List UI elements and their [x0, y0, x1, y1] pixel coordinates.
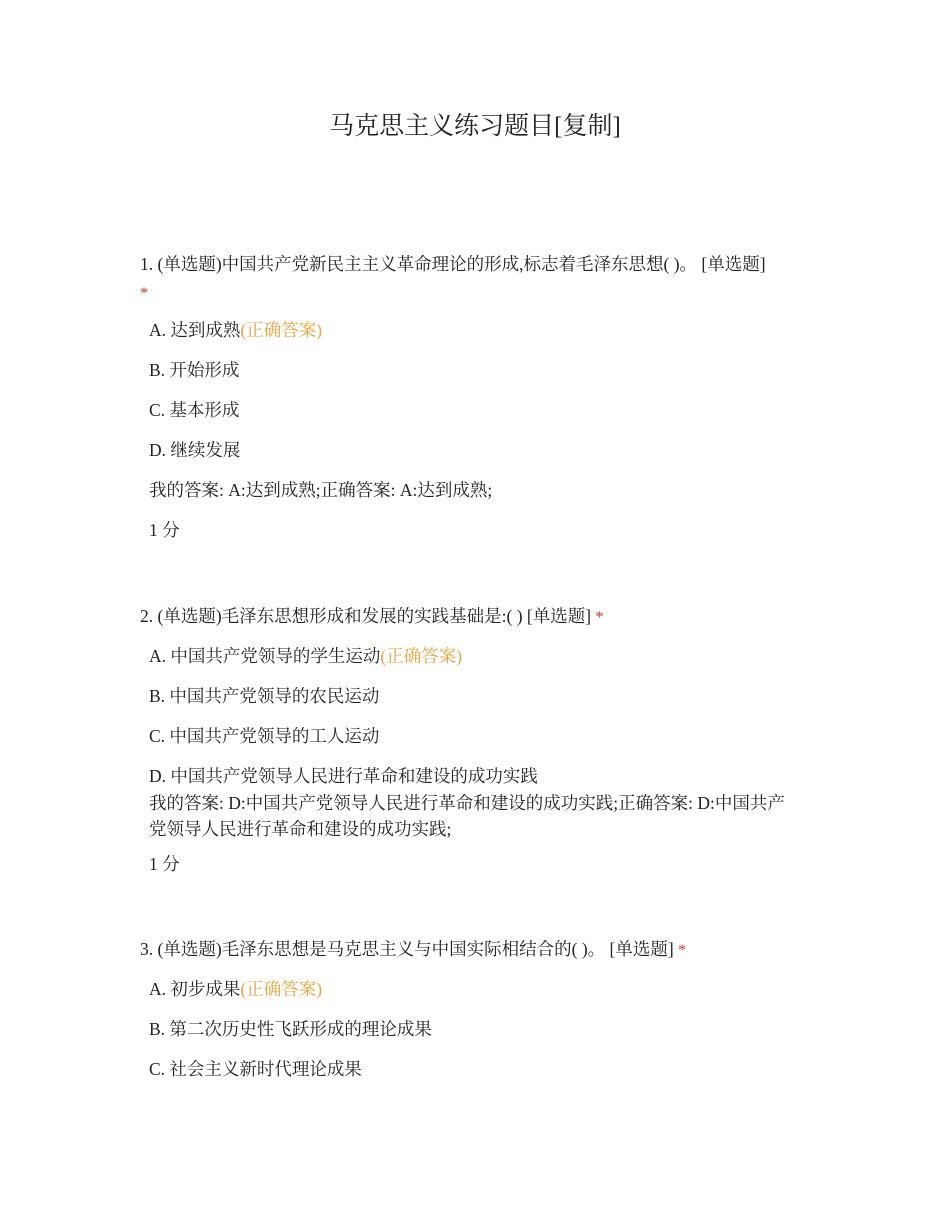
required-mark: *	[140, 285, 148, 302]
question-text: (单选题)中国共产党新民主主义革命理论的形成,标志着毛泽东思想( )。 [单选题]	[157, 254, 766, 274]
option-b[interactable]	[149, 350, 820, 390]
option-b[interactable]	[149, 676, 820, 716]
option-c[interactable]	[149, 1049, 820, 1089]
option-list	[149, 310, 820, 470]
option-c[interactable]	[149, 390, 820, 430]
option-label: A. 达到成熟	[149, 320, 241, 340]
option-label: B. 开始形成	[149, 360, 240, 380]
question-text: (单选题)毛泽东思想是马克思主义与中国实际相结合的( )。 [单选题]	[157, 939, 674, 959]
option-b[interactable]	[149, 1009, 820, 1049]
question-header	[140, 250, 820, 306]
required-mark: *	[595, 609, 604, 626]
question-1	[140, 250, 820, 550]
option-list	[149, 636, 820, 790]
option-label: D. 中国共产党领导人民进行革命和建设的成功实践	[149, 766, 538, 786]
correct-answer-tag: (正确答案)	[240, 320, 323, 340]
question-header	[140, 935, 820, 965]
correct-answer-tag: (正确答案)	[380, 646, 463, 666]
question-header	[140, 602, 820, 632]
option-a[interactable]	[149, 310, 820, 350]
question-number: 2.	[140, 606, 154, 626]
question-3	[140, 935, 820, 1089]
option-label: C. 基本形成	[149, 400, 240, 420]
option-list	[149, 969, 820, 1089]
question-number: 3.	[140, 939, 154, 959]
option-label: C. 社会主义新时代理论成果	[149, 1059, 362, 1079]
option-label: A. 中国共产党领导的学生运动	[149, 646, 381, 666]
option-label: A. 初步成果	[149, 979, 241, 999]
question-2	[140, 602, 820, 886]
option-a[interactable]	[149, 636, 820, 676]
option-label: D. 继续发展	[149, 440, 241, 460]
required-mark: *	[678, 942, 687, 959]
option-d[interactable]	[149, 756, 820, 790]
score: 1 分	[149, 520, 180, 540]
page-title: 马克思主义练习题目[复制]	[329, 113, 621, 140]
correct-answer-tag: (正确答案)	[240, 979, 323, 999]
score: 1 分	[149, 854, 180, 874]
my-answer: 我的答案: A:达到成熟;正确答案: A:达到成熟;	[149, 480, 493, 500]
my-answer: 我的答案: D:中国共产党领导人民进行革命和建设的成功实践;正确答案: D:中国共产党领导人民进行革命和建设的成功实践;	[149, 793, 785, 839]
option-c[interactable]	[149, 716, 820, 756]
option-label: B. 第二次历史性飞跃形成的理论成果	[149, 1019, 432, 1039]
question-number: 1.	[140, 254, 154, 274]
option-a[interactable]	[149, 969, 820, 1009]
option-label: C. 中国共产党领导的工人运动	[149, 726, 380, 746]
option-d[interactable]	[149, 430, 820, 470]
option-label: B. 中国共产党领导的农民运动	[149, 686, 380, 706]
question-text: (单选题)毛泽东思想形成和发展的实践基础是:( ) [单选题]	[157, 606, 592, 626]
